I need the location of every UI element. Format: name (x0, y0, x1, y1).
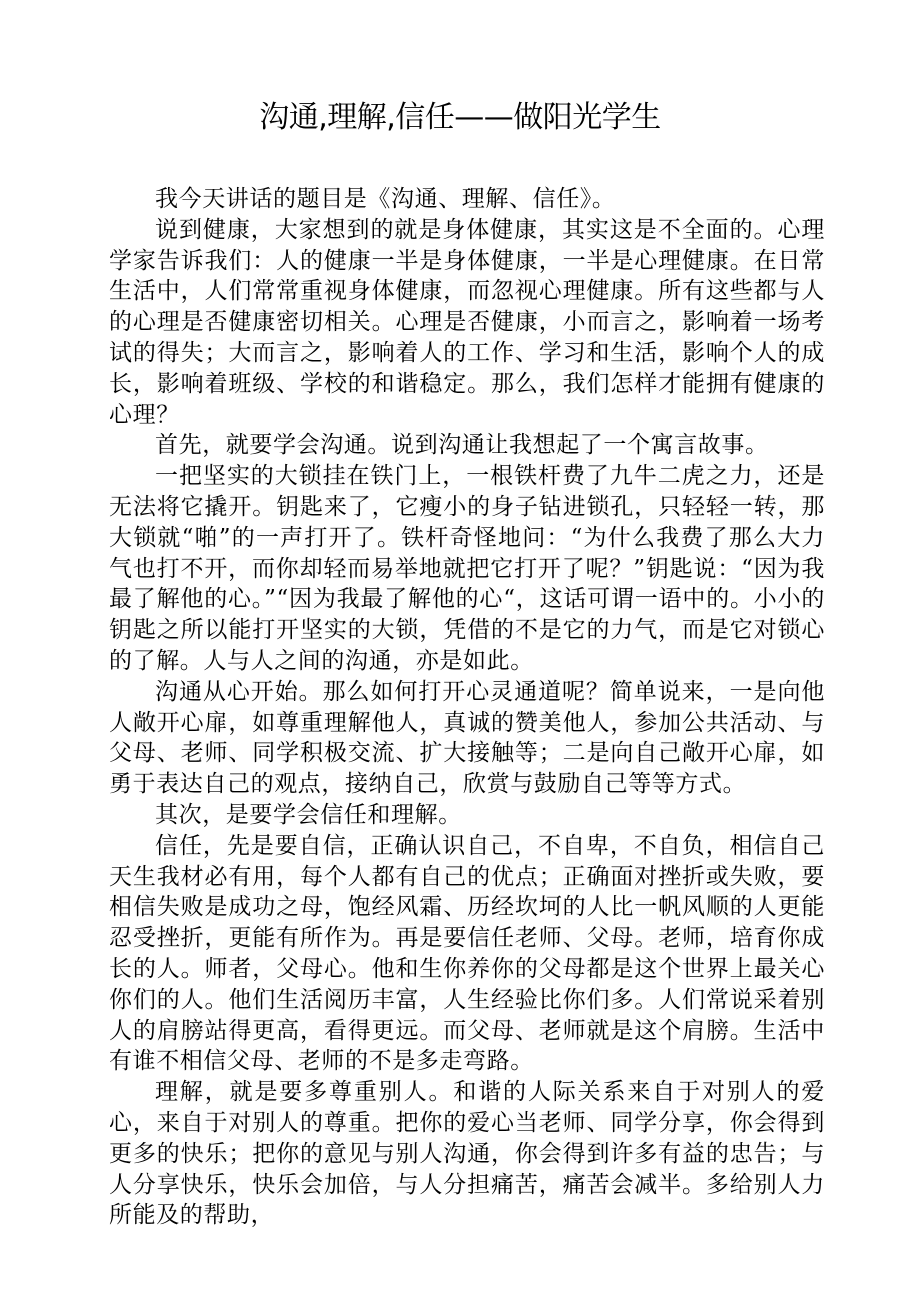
paragraph: 信任，先是要自信，正确认识自己，不自卑，不自负，相信自己天生我材必有用，每个人都有自己的优点；正确面对挫折或失败，要相信失败是成功之母，饱经风霜、历经坎坷的人比一帆风顺的人更能忍受挫折，更能有所作为。再是要信任老师、父母。老师，培育你成长的人。师者，父母心。他和生你养你的父母都是这个世界上最关心你们的人。他们生活阅历丰富，人生经验比你们多。人们常说采着别人的肩膀站得更高，看得更远。而父母、老师就是这个肩膀。生活中有谁不相信父母、老师的不是多走弯路。 (109, 832, 825, 1075)
paragraph: 我今天讲话的题目是《沟通、理解、信任》。 (155, 186, 616, 212)
paragraph: 沟通从心开始。那么如何打开心灵通道呢？简单说来，一是向他人敞开心扉，如尊重理解他人，真诚的赞美他人，参加公共活动、与父母、老师、同学积极交流、扩大接触等；二是向自己敞开心扉，如勇于表达自己的观点，接纳自己，欣赏与鼓励自己等等方式。 (109, 678, 825, 798)
paragraph: 理解，就是要多尊重别人。和谐的人际关系来自于对别人的爱心，来自于对别人的尊重。把你的爱心当老师、同学分享，你会得到更多的快乐；把你的意见与别人沟通，你会得到许多有益的忠告；与人分享快乐，快乐会加倍，与人分担痛苦，痛苦会减半。多给别人力所能及的帮助， (109, 1079, 825, 1229)
paragraph: 一把坚实的大锁挂在铁门上，一根铁杆费了九牛二虎之力，还是无法将它撬开。钥匙来了，它瘦小的身子钻进锁孔，只轻轻一转，那大锁就“啪”的一声打开了。铁杆奇怪地问：“为什么我费了那么大力气也打不开，而你却轻而易举地就把它打开了呢？”钥匙说：“因为我最了解他的心。”“因为我最了解他的心“，这话可谓一语中的。小小的钥匙之所以能打开坚实的大锁，凭借的不是它的力气，而是它对锁心的了解。人与人之间的沟通，亦是如此。 (109, 463, 825, 674)
paragraph: 首先，就要学会沟通。说到沟通让我想起了一个寓言故事。 (155, 432, 769, 459)
document-body (109, 184, 825, 1231)
document-title: 沟通,理解,信任——做阳光学生 (259, 100, 661, 135)
paragraph: 说到健康，大家想到的就是身体健康，其实这是不全面的。心理学家告诉我们：人的健康一半是身体健康，一半是心理健康。在日常生活中，人们常常重视身体健康，而忽视心理健康。所有这些都与人的心理是否健康密切相关。心理是否健康，小而言之，影响着一场考试的得失；大而言之，影响着人的工作、学习和生活，影响个人的成长，影响着班级、学校的和谐稳定。那么，我们怎样才能拥有健康的心理？ (109, 216, 825, 428)
paragraph: 其次，是要学会信任和理解。 (155, 801, 462, 828)
